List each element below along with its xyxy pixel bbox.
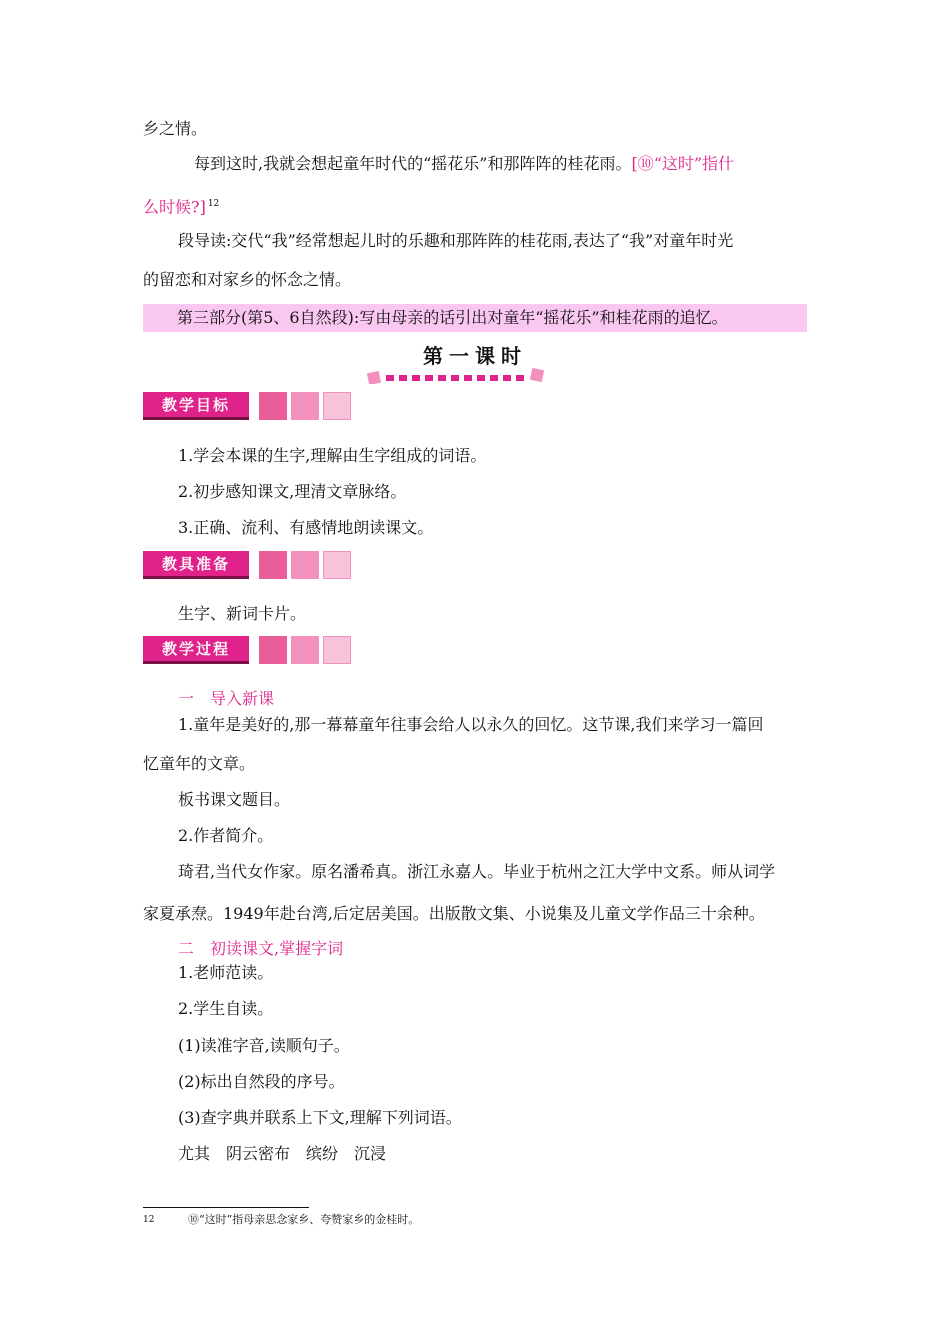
decor-square (259, 392, 287, 420)
step1-board: 板书课文题目。 (178, 790, 291, 809)
step2-item: (2)标出自然段的序号。 (178, 1072, 345, 1091)
step2-item: 2.学生自读。 (178, 999, 274, 1018)
step1-para2: 2.作者简介。 (178, 826, 274, 845)
lesson-title-ribbon (366, 366, 552, 384)
section-label-goals: 教学目标 (143, 392, 249, 420)
section-head-process (143, 636, 353, 664)
annotation-note-line1: [⑩“这时”指什 (631, 154, 735, 173)
footnote-number: 12 (143, 1215, 155, 1225)
step1-para1-line2: 忆童年的文章。 (143, 754, 256, 773)
footnote-text: ⑩“这时”指母亲思念家乡、夸赞家乡的金桂时。 (188, 1213, 420, 1226)
step2-item: 1.老师范读。 (178, 963, 274, 982)
author-bio-line1: 琦君,当代女作家。原名潘希真。浙江永嘉人。毕业于杭州之江大学中文系。师从词学 (178, 862, 776, 881)
decor-square (291, 392, 319, 420)
decor-square (291, 636, 319, 664)
section-head-prep (143, 551, 353, 579)
section-guide-line2: 的留恋和对家乡的怀念之情。 (143, 270, 352, 289)
author-bio-line2: 家夏承焘。1949年赴台湾,后定居美国。出版散文集、小说集及儿童文学作品三十余种。 (143, 904, 765, 923)
prep-text: 生字、新词卡片。 (178, 604, 307, 623)
decor-square (323, 551, 351, 579)
vocabulary-words: 尤其 阴云密布 缤纷 沉浸 (178, 1144, 387, 1163)
part-three-bar: 第三部分(第5、6自然段):写由母亲的话引出对童年“摇花乐”和桂花雨的追忆。 (143, 304, 807, 332)
step2-item: (1)读准字音,读顺句子。 (178, 1036, 350, 1055)
step2-item: (3)查字典并联系上下文,理解下列词语。 (178, 1108, 462, 1127)
step1-para1-line1: 1.童年是美好的,那一幕幕童年往事会给人以永久的回忆。这节课,我们来学习一篇回 (178, 715, 764, 734)
step1-title: 一 导入新课 (178, 689, 275, 708)
step2-title: 二 初读课文,掌握字词 (178, 939, 344, 958)
decor-square (259, 551, 287, 579)
paragraph-4-text: 每到这时,我就会想起童年时代的“摇花乐”和那阵阵的桂花雨。 (194, 154, 632, 173)
paragraph-4-line1 (194, 153, 734, 175)
decor-square (323, 636, 351, 664)
annotation-note-line2: 么时候?] (143, 197, 206, 217)
decor-square (323, 392, 351, 420)
footnote-ref[interactable]: 12 (207, 199, 220, 209)
continued-text: 乡之情。 (143, 119, 208, 138)
decor-square (259, 636, 287, 664)
goal-item: 3.正确、流利、有感情地朗读课文。 (178, 518, 434, 537)
section-label-process: 教学过程 (143, 636, 249, 664)
goal-item: 1.学会本课的生字,理解由生字组成的词语。 (178, 446, 487, 465)
lesson-title: 第一课时 (423, 344, 527, 368)
paragraph-4-line2 (143, 193, 219, 218)
section-label-prep: 教具准备 (143, 551, 249, 579)
goal-item: 2.初步感知课文,理清文章脉络。 (178, 482, 407, 501)
footnote-rule (143, 1207, 309, 1208)
decor-square (291, 551, 319, 579)
section-head-goals (143, 392, 353, 420)
section-guide-line1: 段导读:交代“我”经常想起儿时的乐趣和那阵阵的桂花雨,表达了“我”对童年时光 (178, 231, 734, 250)
